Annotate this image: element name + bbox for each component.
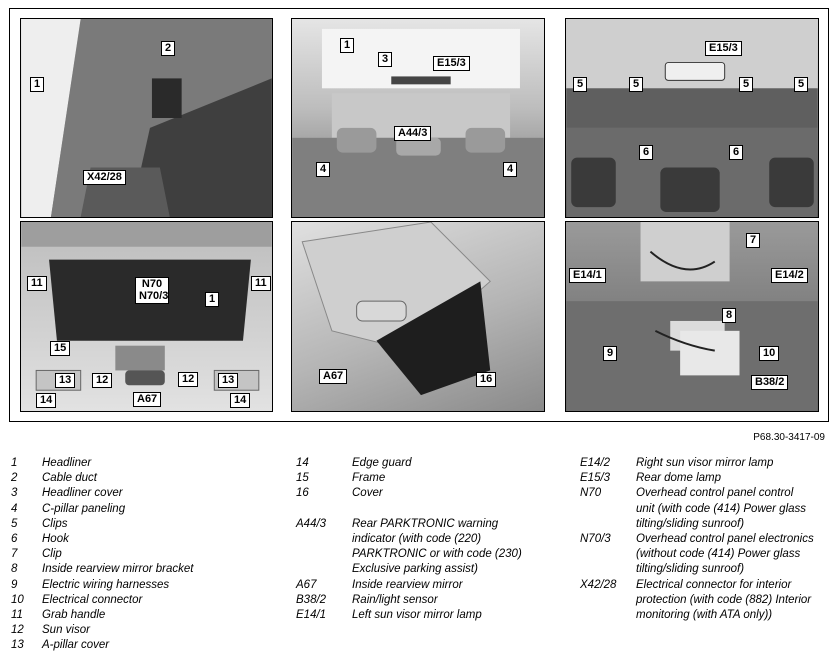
legend-description-line: Left sun visor mirror lamp	[352, 609, 482, 622]
legend-entry	[11, 456, 271, 471]
callout: 4	[316, 162, 330, 177]
legend-code: 9	[11, 578, 18, 591]
legend-code: 1	[11, 457, 18, 469]
legend-description	[352, 502, 561, 517]
legend-description-line: Electrical connector for interior	[636, 578, 792, 591]
legend-description	[42, 608, 271, 623]
legend-entry	[296, 517, 561, 578]
callout: N70	[135, 277, 169, 291]
callout: 13	[55, 373, 75, 388]
legend-entry	[580, 456, 830, 471]
legend-description	[352, 517, 561, 578]
legend-code: B38/2	[296, 593, 327, 606]
callout: 11	[251, 276, 271, 291]
legend-code: 6	[11, 533, 18, 546]
legend-code: 16	[296, 487, 309, 500]
photo-front-headliner	[20, 221, 273, 412]
legend-entry	[580, 486, 830, 532]
legend-entry	[11, 471, 271, 486]
legend-column-3	[580, 456, 830, 623]
legend-description-line: Electric wiring harnesses	[42, 578, 170, 591]
legend-description	[352, 456, 561, 471]
legend-description	[42, 638, 271, 653]
legend-description-line: unit (with code (414) Power glass	[636, 502, 807, 515]
legend-code: N70/3	[580, 533, 611, 546]
legend-code: 12	[11, 624, 24, 637]
callout: E15/3	[705, 41, 742, 56]
legend-description	[636, 486, 830, 532]
legend-description	[636, 456, 830, 471]
callout: 13	[218, 373, 238, 388]
legend-description-line: Cover	[352, 487, 383, 500]
callout: 5	[794, 77, 808, 92]
callout: 12	[92, 373, 112, 388]
callout: 3	[378, 52, 392, 67]
legend-description	[42, 547, 271, 562]
legend-entry	[11, 547, 271, 562]
callout: 4	[503, 162, 517, 177]
figure-id: P68.30-3417-09	[753, 432, 825, 443]
callout: 1	[30, 77, 44, 92]
photo-rear-headliner-illustration	[292, 19, 544, 217]
legend-code: 3	[11, 487, 18, 500]
legend-code: N70	[580, 487, 602, 500]
legend-code: 8	[11, 563, 18, 576]
callout: 15	[50, 341, 70, 356]
legend-description-line: Exclusive parking assist)	[352, 563, 478, 576]
legend-code: 15	[296, 472, 309, 485]
legend-description-line: Rear dome lamp	[636, 472, 722, 485]
callout: 16	[476, 372, 496, 387]
legend-description-line: A-pillar cover	[42, 639, 110, 652]
callout: A67	[133, 392, 161, 407]
legend-description-line: Rear PARKTRONIC warning	[352, 517, 499, 530]
legend-description-line: Rain/light sensor	[352, 593, 438, 606]
callout: X42/28	[83, 170, 126, 185]
legend-code: E15/3	[580, 472, 611, 485]
callout: 2	[161, 41, 175, 56]
legend-description	[352, 486, 561, 501]
legend-description	[42, 471, 271, 486]
photo-c-pillar-illustration	[21, 19, 272, 217]
photo-c-pillar-area	[20, 18, 273, 218]
callout: 5	[629, 77, 643, 92]
legend-description-line: Headliner	[42, 457, 92, 469]
legend-entry	[296, 486, 561, 501]
legend-entry	[296, 578, 561, 593]
legend-entry	[296, 608, 561, 623]
legend-description-line: Hook	[42, 533, 69, 546]
callout: E14/2	[771, 268, 808, 283]
legend-entry	[296, 471, 561, 486]
legend-description-line: PARKTRONIC or with code (230)	[352, 548, 522, 561]
legend-description	[42, 486, 271, 501]
callout: 9	[603, 346, 617, 361]
legend-description	[636, 578, 830, 624]
legend-description-line	[352, 502, 561, 517]
legend-code: 5	[11, 517, 18, 530]
callout: 12	[178, 372, 198, 387]
legend-entry	[11, 593, 271, 608]
legend-code: 14	[296, 457, 309, 469]
legend-description-line: Frame	[352, 472, 386, 485]
callout: 11	[27, 276, 47, 291]
legend-code: 7	[11, 548, 18, 561]
callout: 8	[722, 308, 736, 323]
legend-description	[42, 502, 271, 517]
callout: E14/1	[569, 268, 606, 283]
callout: 10	[759, 346, 779, 361]
legend-description	[42, 456, 271, 471]
legend-entry	[296, 456, 561, 471]
legend-entry	[11, 532, 271, 547]
callout: 6	[729, 145, 743, 160]
legend-code: 4	[11, 502, 18, 515]
legend-code: A44/3	[296, 517, 327, 530]
legend-description-line: Grab handle	[42, 609, 106, 622]
callout: 14	[230, 393, 250, 408]
legend-description-line: Cable duct	[42, 472, 97, 485]
legend-entry	[11, 517, 271, 532]
legend-code: 11	[11, 609, 23, 622]
legend-description	[42, 623, 271, 638]
callout: E15/3	[433, 56, 470, 71]
legend-code: A67	[296, 578, 317, 591]
photo-rear-clips-illustration	[566, 19, 818, 217]
photo-rear-headliner	[291, 18, 545, 218]
legend-entry	[11, 638, 271, 653]
figure-frame	[9, 8, 829, 422]
legend-code: E14/2	[580, 457, 611, 469]
legend-code: 10	[11, 593, 24, 606]
legend-code: E14/1	[296, 609, 327, 622]
legend-description	[42, 593, 271, 608]
callout: 14	[36, 393, 56, 408]
legend-description-line: Edge guard	[352, 457, 412, 469]
legend-description	[352, 608, 561, 623]
legend-column-2	[296, 456, 561, 623]
legend-description-line: tilting/sliding sunroof)	[636, 517, 745, 530]
photo-mirror-cover	[291, 221, 545, 412]
legend-description-line: indicator (with code (220)	[352, 533, 482, 546]
legend-entry	[11, 578, 271, 593]
photo-rear-clips	[565, 18, 819, 218]
legend-description	[352, 593, 561, 608]
legend-description-line: Overhead control panel control	[636, 487, 794, 500]
legend-description	[42, 532, 271, 547]
legend-description	[636, 471, 830, 486]
callout: A44/3	[394, 126, 431, 141]
photo-overhead-panel	[565, 221, 819, 412]
legend-entry	[580, 578, 830, 624]
legend-description-line: Inside rearview mirror bracket	[42, 563, 194, 576]
callout: 5	[739, 77, 753, 92]
legend-description-line: C-pillar paneling	[42, 502, 126, 515]
legend-column-1	[11, 456, 271, 654]
legend-description	[352, 578, 561, 593]
legend-entry	[11, 502, 271, 517]
legend-code: 13	[11, 639, 24, 652]
legend-description-line: Electrical connector	[42, 593, 143, 606]
callout: N70/3	[135, 290, 169, 304]
legend-entry	[580, 532, 830, 578]
legend-code: 2	[11, 472, 18, 485]
legend-description-line: Overhead control panel electronics	[636, 533, 814, 546]
legend-entry	[11, 562, 271, 577]
legend-code	[296, 502, 352, 517]
legend-description	[352, 471, 561, 486]
legend-description	[42, 562, 271, 577]
legend-description-line: Clip	[42, 548, 62, 561]
legend-description	[42, 578, 271, 593]
legend-description	[42, 517, 271, 532]
callout: 5	[573, 77, 587, 92]
legend-entry	[11, 608, 271, 623]
callout: 1	[205, 292, 219, 307]
legend-description-line: Right sun visor mirror lamp	[636, 457, 774, 469]
legend-description-line: Clips	[42, 517, 68, 530]
callout: B38/2	[751, 375, 788, 390]
legend-code: X42/28	[580, 578, 617, 591]
callout: 1	[340, 38, 354, 53]
legend-description-line: protection (with code (882) Interior	[636, 593, 812, 606]
callout: 6	[639, 145, 653, 160]
legend-description-line: Sun visor	[42, 624, 90, 637]
legend-description-line: Headliner cover	[42, 487, 123, 500]
legend-entry	[296, 593, 561, 608]
legend-description-line: monitoring (with ATA only))	[636, 609, 773, 622]
legend-entry	[11, 486, 271, 501]
legend-entry	[11, 623, 271, 638]
legend-description-line: (without code (414) Power glass	[636, 548, 801, 561]
legend-entry	[296, 502, 561, 517]
legend-description-line: Inside rearview mirror	[352, 578, 463, 591]
legend-entry	[580, 471, 830, 486]
callout: A67	[319, 369, 347, 384]
callout: 7	[746, 233, 760, 248]
legend-description	[636, 532, 830, 578]
legend-description-line: tilting/sliding sunroof)	[636, 563, 745, 576]
